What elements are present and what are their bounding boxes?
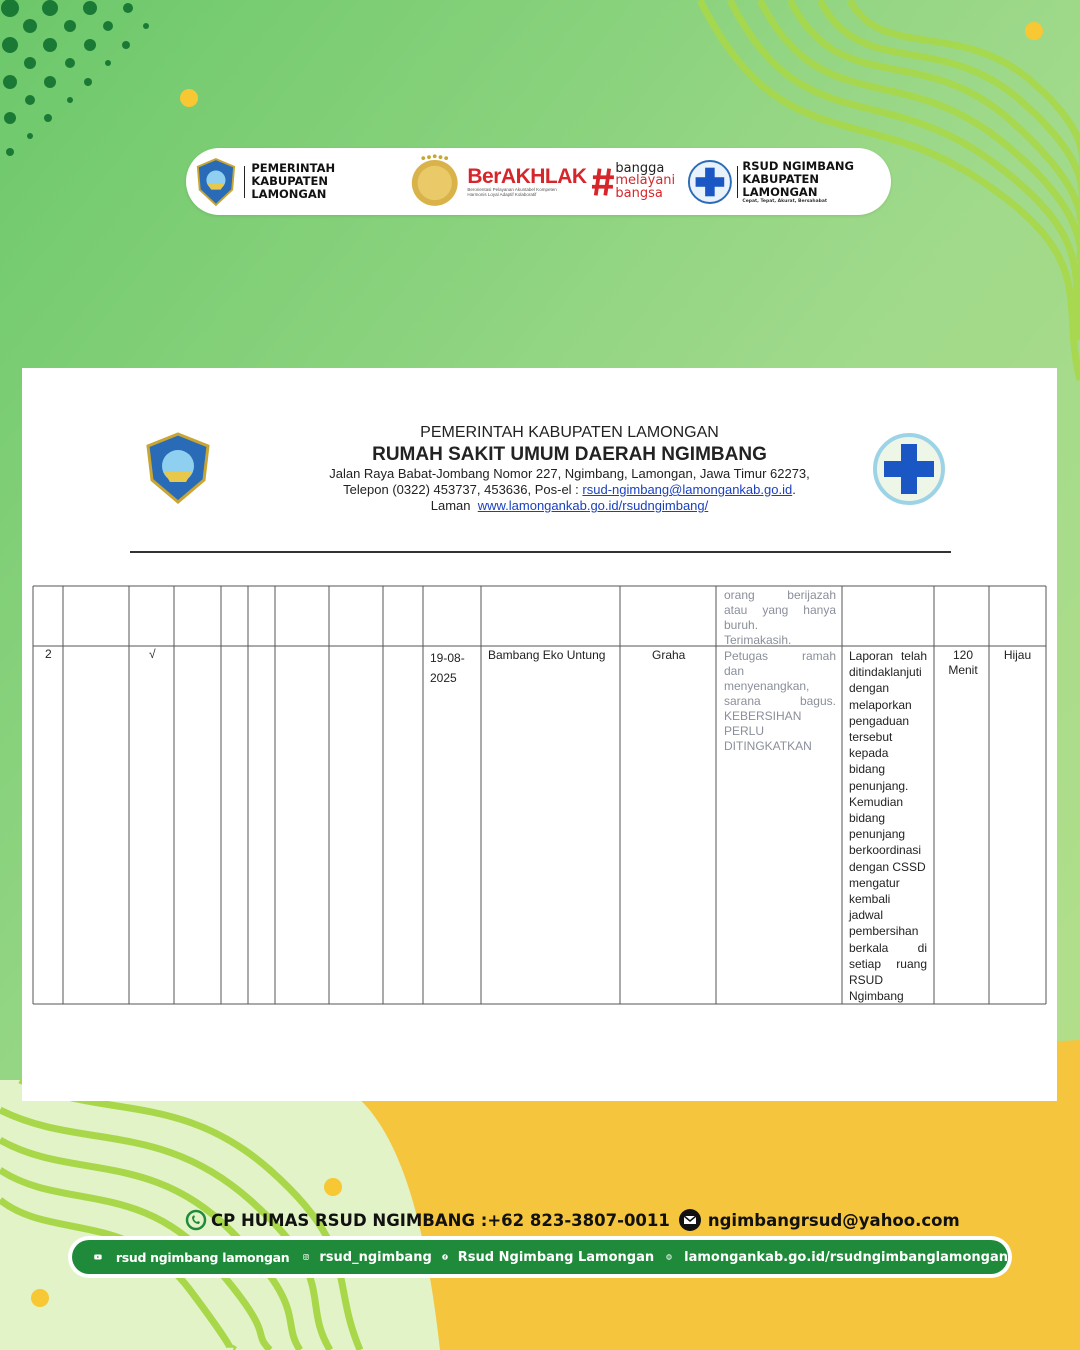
row-followup: Laporan telah ditindaklanjuti dengan melaporkan pengaduan tersebut kepada bidang penunjang. Kemudian bidang penunjang berkoordinasi dengan CSSD mengatur kembali jadwal pembersihan berkala di setiap ruang RSUD Ngimbang (849, 649, 927, 1004)
prev-row-comment: orang berijazah atau yang hanya buruh. Terimakasih. (724, 588, 836, 647)
hashtag-icon (591, 164, 616, 200)
letterhead-address: Jalan Raya Babat-Jombang Nomor 227, Ngimbang, Lamongan, Jawa Timur 62273, (329, 466, 810, 481)
instagram-handle[interactable]: rsud_ngimbang (319, 1249, 432, 1265)
rsud-logo-icon (687, 158, 733, 206)
gold-seal-icon (408, 153, 461, 211)
facebook-icon[interactable] (442, 1244, 448, 1270)
row-checkmark: √ (149, 647, 156, 661)
contact-email: ngimbangrsud@yahoo.com (707, 1210, 960, 1230)
rsud-label: RSUD NGIMBANG KABUPATEN LAMONGAN Cepat, Tepat, Akurat, Bersahabat (742, 158, 854, 204)
row-number: 2 (45, 647, 52, 661)
globe-icon[interactable] (666, 1244, 672, 1270)
letterhead-phone-line: Telepon (0322) 453737, 453636, Pos-el : rsud-ngimbang@lamongankab.go.id. (343, 482, 796, 497)
contact-line (185, 1207, 960, 1233)
email-icon (678, 1208, 702, 1232)
youtube-icon[interactable] (94, 1245, 102, 1269)
website-handle[interactable]: lamongankab.go.id/rsudngimbanglamongan (684, 1249, 1008, 1265)
facebook-handle[interactable]: Rsud Ngimbang Lamongan (457, 1249, 655, 1265)
header-banner (186, 148, 891, 215)
contact-phone: CP HUMAS RSUD NGIMBANG :+62 823-3807-0011 (211, 1210, 670, 1230)
whatsapp-icon (185, 1209, 207, 1231)
letterhead-email-link[interactable]: rsud-ngimbang@lamongankab.go.id (582, 482, 793, 497)
row-name: Bambang Eko Untung (488, 648, 606, 662)
bangga-melayani-bangsa-logo: bangga melayani bangsa (615, 160, 676, 201)
letterhead-hospital-name: RUMAH SAKIT UMUM DAERAH NGIMBANG (372, 444, 767, 465)
document-page (22, 368, 1057, 1101)
banner-divider-2 (737, 166, 738, 198)
banner-divider (244, 166, 245, 198)
letterhead-website-link[interactable]: www.lamongankab.go.id/rsudngimbang/ (477, 498, 709, 513)
letterhead-government: PEMERINTAH KABUPATEN LAMONGAN (420, 424, 719, 441)
lamongan-emblem-icon (194, 156, 238, 208)
social-bar (68, 1236, 1012, 1278)
row-response-time: 120 Menit (948, 648, 978, 677)
row-location: Graha (652, 648, 686, 662)
row-status: Hijau (1003, 648, 1032, 662)
row-comment: Petugas ramah dan menyenangkan, sarana bagus. KEBERSIHAN PERLU DITINGKATKAN (724, 649, 836, 753)
row-date: 19-08- 2025 (430, 651, 465, 685)
pemkab-label: PEMERINTAH KABUPATEN LAMONGAN (251, 161, 336, 201)
letterhead-website-line: Laman www.lamongankab.go.id/rsudngimbang/ (430, 498, 709, 513)
youtube-handle[interactable]: rsud ngimbang lamongan (115, 1249, 290, 1265)
instagram-icon[interactable] (303, 1244, 309, 1270)
berakhlak-logo: BerAKHLAK Berorientasi Pelayanan Akuntabel Kompeten Harmonis Loyal Adaptif Kolaboratif (467, 165, 587, 197)
